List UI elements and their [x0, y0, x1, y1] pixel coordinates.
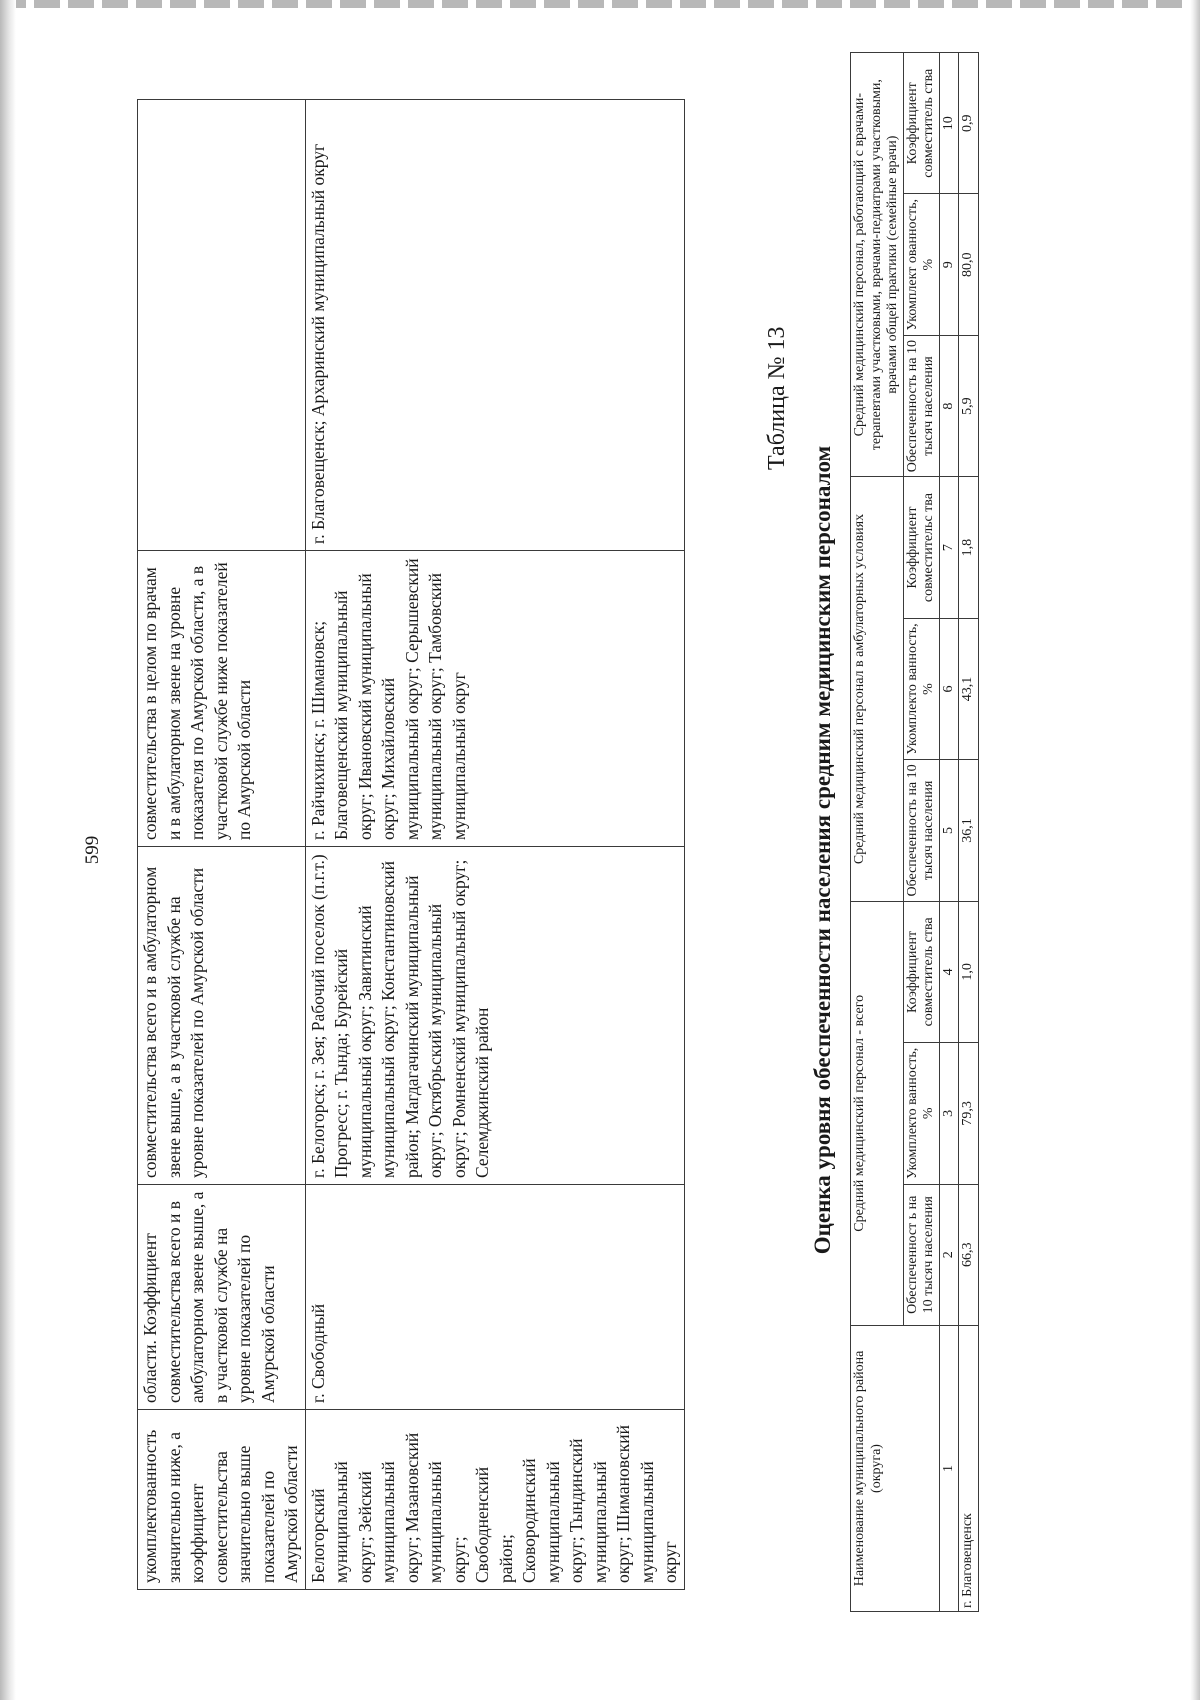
table-cell: 5,9: [959, 335, 979, 476]
table-cell: г. Райчихинск; г. Шимановск; Благовещенский муниципальный округ; Ивановский муниципальный округ; Михайловский муниципальный округ; Серышевский муниципальный округ; Тамбовский муниципальный округ: [305, 551, 684, 847]
row-name: г. Благовещенск: [959, 1325, 979, 1611]
page-number: 599: [82, 835, 103, 865]
upper-continuation-table: [137, 99, 685, 1590]
group-header-total: Средний медицинский персонал - всего: [851, 901, 904, 1325]
table-cell: совместительства в целом по врачам и в амбулаторном звене на уровне показателя по Амурской области, а в участковой службе ниже показателей по Амурской области: [138, 551, 306, 847]
column-header: Укомплекто ванность, %: [903, 618, 939, 759]
column-number: 4: [939, 901, 959, 1042]
column-number: 9: [939, 194, 959, 335]
table-cell: укомплектованность значительно ниже, а коэффициент совместительства значительно выше показателей по Амурской области: [138, 1410, 306, 1590]
table-row: [138, 100, 306, 1590]
table-cell: 36,1: [959, 760, 979, 901]
column-header: Коэффициент совместительс тва: [903, 477, 939, 618]
column-header: Коэффициент совместитель ства: [903, 53, 939, 195]
table-cell: 66,3: [959, 1184, 979, 1325]
group-header-outpatient: Средний медицинский персонал в амбулаторных условиях: [851, 477, 904, 901]
column-header: Обеспеченност ь на 10 тысяч населения: [903, 1184, 939, 1325]
table-cell: 1,0: [959, 901, 979, 1042]
column-number: 5: [939, 760, 959, 901]
table-cell: совместительства всего и в амбулаторном звене выше, а в участковой службе на уровне показателей по Амурской области: [138, 847, 306, 1185]
column-header: Обеспеченность на 10 тысяч населения: [903, 760, 939, 901]
column-header: Укомплекто ванность, %: [903, 1043, 939, 1184]
column-number: 2: [939, 1184, 959, 1325]
table-cell: г. Свободный: [305, 1185, 684, 1410]
table-row: [305, 100, 684, 1590]
column-number-row: [939, 53, 959, 1612]
column-number: 3: [939, 1043, 959, 1184]
table-cell: 1,8: [959, 477, 979, 618]
column-header: Укомплект ованность, %: [903, 194, 939, 335]
table-cell: 0,9: [959, 53, 979, 195]
table-title: Оценка уровня обеспеченности населения средним медицинским персоналом: [810, 445, 835, 1255]
table-label: Таблица № 13: [764, 326, 790, 470]
column-header: Обеспеченность на 10 тысяч населения: [903, 335, 939, 476]
table-cell: области. Коэффициент совместительства всего и в амбулаторном звене выше, а в участковой службе на уровне показателей по Амурской области: [138, 1185, 306, 1410]
data-table: [850, 52, 979, 1612]
table-row: [959, 53, 979, 1612]
column-number: 10: [939, 53, 959, 195]
group-header-district: Средний медицинский персонал, работающий с врачами-терапевтами участковыми, врачами-педиатрами участковыми, врачами общей практики (семейные врачи): [851, 53, 904, 477]
column-number: 6: [939, 618, 959, 759]
header-row-groups: [851, 53, 904, 1612]
column-number: 1: [939, 1325, 959, 1611]
column-header: Коэффициент совместитель ства: [903, 901, 939, 1042]
table-cell: Белогорский муниципальный округ; Зейский муниципальный округ; Мазановский муниципальный округ; Свободненский район; Сковородинский муниципальный округ; Тындинский муниципальный округ; Шимановский муниципальный округ: [305, 1410, 684, 1590]
table-cell: [138, 100, 306, 551]
column-header-name: Наименование муниципального района (округа): [851, 1325, 940, 1611]
column-number: 7: [939, 477, 959, 618]
table-cell: 79,3: [959, 1043, 979, 1184]
table-cell: 80,0: [959, 194, 979, 335]
table-cell: 43,1: [959, 618, 979, 759]
column-number: 8: [939, 335, 959, 476]
table-cell: г. Белогорск; г. Зея; Рабочий поселок (п.г.т.) Прогресс; г. Тында; Бурейский муниципальный округ; Завитинский муниципальный округ; Константиновский район; Магдагачинский муниципальный округ; Октябрьский муниципальный округ; Ромненский муниципальный округ; Селемджинский район: [305, 847, 684, 1185]
table-cell: г. Благовещенск; Архаринский муниципальный округ: [305, 100, 684, 551]
